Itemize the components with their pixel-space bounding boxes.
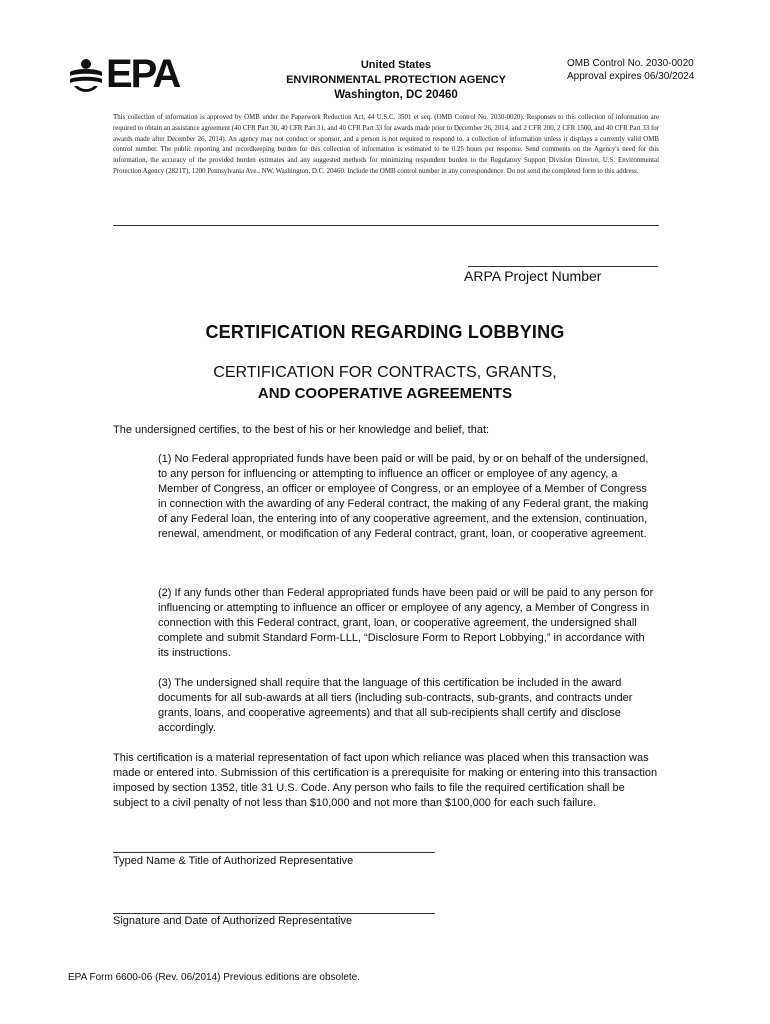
- omb-block: [567, 57, 694, 83]
- arpa-project-number-label: ARPA Project Number: [464, 268, 602, 284]
- agency-country: United States: [360, 59, 432, 71]
- form-footer: EPA Form 6600-06 (Rev. 06/2014) Previous editions are obsolete.: [68, 972, 361, 983]
- certification-clause-2: (2) If any funds other than Federal appropriated funds have been paid or will be paid to any person for influencing or attempting to influence an officer or employee of any agency, a Member of Congress in connection with this Federal contract, grant, loan, or cooperative agreement, the undersigned shall complete and submit Standard Form-LLL, “Disclosure Form to Report Lobbying,” in accordance with its instructions.: [158, 587, 654, 659]
- burden-statement: This collection of information is approved by OMB under the Paperwork Reduction Act, 44 U.S.C. 3501 et seq. (OMB Control No. 2030-0020). Responses to this collection of information are required to obtain an assistance agreement (40 CFR Part 30, 40 CFR Part 31, and 40 CFR Part 33 for awards made prior to December 26, 2014, and 2 CFR 200, 2 CFR 1500, and 40 CFR Part 33 for awards made after December 26, 2014). An agency may not conduct or sponsor, and a person is not required to respond to, a collection of information unless it displays a currently valid OMB control number. The public reporting and recordkeeping burden for this collection of information is estimated to be 0.25 hours per response. Send comments on the Agency's need for this information, the accuracy of the provided burden estimates and any suggested methods for minimizing respondent burden to the Regulatory Support Division Director, U.S. Environmental Protection Agency (2821T), 1200 Pennsylvania Ave., NW, Washington, D.C. 20460. Include the OMB control number in any correspondence. Do not send the completed form to this address.: [113, 114, 659, 175]
- intro-text: The undersigned certifies, to the best of his or her knowledge and belief, that:: [113, 424, 490, 436]
- signature-field[interactable]: [113, 913, 435, 914]
- certification-clause-1: (1) No Federal appropriated funds have been paid or will be paid, by or on behalf of the undersigned, to any person for influencing or attempting to influence an officer or employee of any agency, a Member of Congress, an officer or employee of Congress, or an employee of a Member of Congress in connection with the awarding of any Federal contract, the making of any Federal grant, the making of any Federal loan, the entering into of any cooperative agreement, and the extension, continuation, renewal, amendment, or modification of any Federal contract, grant, loan, or cooperative agreement.: [158, 453, 649, 540]
- typed-name-label: Typed Name & Title of Authorized Representative: [113, 855, 354, 867]
- typed-name-field[interactable]: [113, 852, 435, 853]
- arpa-project-number-field[interactable]: [468, 266, 658, 267]
- certification-clause-3: (3) The undersigned shall require that the language of this certification be included in the award documents for all sub-awards at all tiers (including sub-contracts, sub-grants, and contracts under grants, loans, and cooperative agreements) and that all sub-recipients shall certify and disclose accordingly.: [158, 677, 633, 734]
- logo-text: EPA: [106, 52, 180, 96]
- omb-control-number: OMB Control No. 2030-0020: [567, 58, 694, 69]
- page-title: CERTIFICATION REGARDING LOBBYING: [205, 322, 565, 342]
- closing-statement: This certification is a material representation of fact upon which reliance was placed when this transaction was made or entered into. Submission of this certification is a prerequisite for making or entering into this transaction imposed by section 1352, title 31 U.S. Code. Any person who fails to file the required certification shall be subject to a civil penalty of not less than $10,000 and not more than $100,000 for each such failure.: [113, 752, 658, 809]
- signature-label: Signature and Date of Authorized Representative: [113, 915, 353, 927]
- divider-line: [113, 225, 659, 226]
- agency-city: Washington, DC 20460: [334, 89, 458, 101]
- agency-name: ENVIRONMENTAL PROTECTION AGENCY: [286, 74, 506, 86]
- subtitle-line-1: CERTIFICATION FOR CONTRACTS, GRANTS,: [213, 364, 557, 381]
- subtitle-line-2: AND COOPERATIVE AGREEMENTS: [257, 385, 513, 402]
- agency-block: [262, 58, 530, 103]
- approval-expires: Approval expires 06/30/2024: [567, 71, 695, 82]
- epa-logo: [68, 52, 186, 96]
